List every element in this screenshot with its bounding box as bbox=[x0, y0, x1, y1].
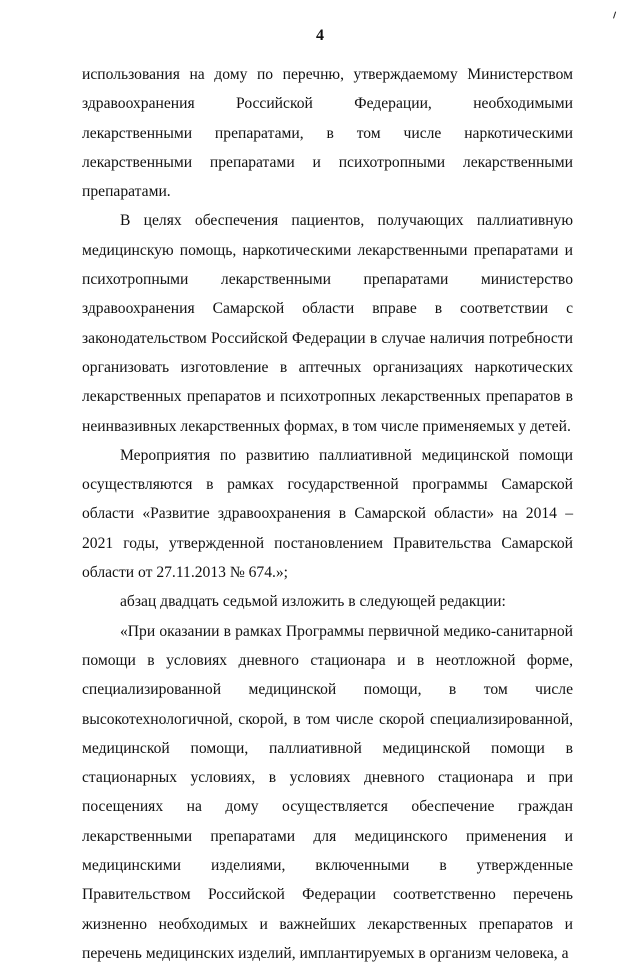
scan-mark bbox=[613, 12, 619, 20]
paragraph-palliative-drugs: В целях обеспечения пациентов, получающих паллиативную медицинскую помощь, наркотическими лекарственными препаратами и психотропными лекарственными препаратами министерство здравоохранения Самарской области вправе в соответствии с законодательством Российской Федерации в случае наличия потребности организовать изготовление в аптечных организациях наркотических лекарственных препаратов и психотропных лекарственных препаратов в неинвазивных лекарственных формах, в том числе применяемых у детей. bbox=[82, 212, 573, 435]
page-number: 4 bbox=[316, 27, 324, 44]
document-body bbox=[82, 60, 573, 968]
paragraph-new-wording: «При оказании в рамках Программы первичной медико-санитарной помощи в условиях дневного стационара и в неотложной форме, специализированной медицинской помощи, в том числе высокотехнологичной, скорой, в том числе скорой специализированной, медицинской помощи, паллиативной медицинской помощи в стационарных условиях, в условиях дневного стационара и при посещениях на дому осуществляется обеспечение граждан лекарственными препаратами для медицинского применения и медицинскими изделиями, включенными в утвержденные Правительством Российской Федерации соответственно перечень жизненно необходимых и важнейших лекарственных препаратов и перечень медицинских изделий, имплантируемых в организм человека, а bbox=[82, 622, 573, 962]
paragraph-state-program: Мероприятия по развитию паллиативной медицинской помощи осуществляются в рамках государственной программы Самарской области «Развитие здравоохранения в Самарской области» на 2014 – 2021 годы, утвержденной постановлением Правительства Самарской области от 27.11.2013 № 674.»; bbox=[82, 446, 573, 582]
paragraph-continuation: использования на дому по перечню, утверждаемому Министерством здравоохранения Российской Федерации, необходимыми лекарственными препаратами, в том числе наркотическими лекарственными препаратами и психотропными лекарственными препаратами. bbox=[82, 66, 573, 201]
paragraph-amendment-instruction: абзац двадцать седьмой изложить в следующей редакции: bbox=[120, 593, 506, 611]
